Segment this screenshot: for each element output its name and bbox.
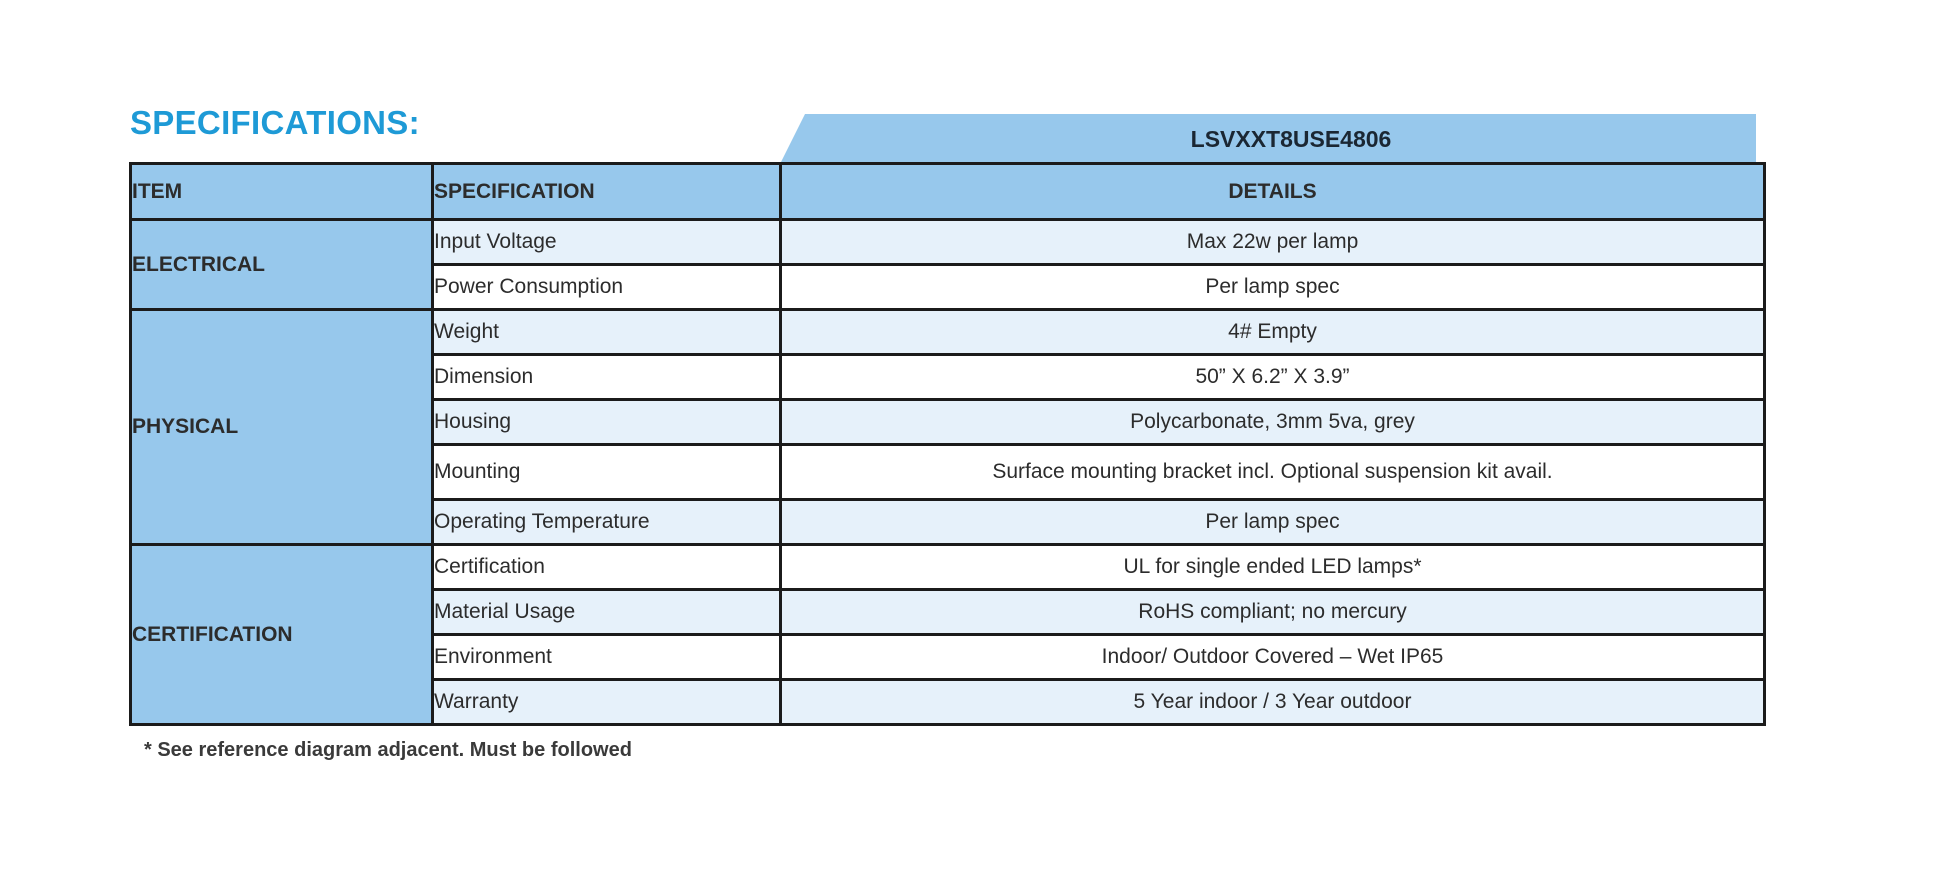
spec-details: Per lamp spec xyxy=(781,500,1765,545)
spec-name: Material Usage xyxy=(433,590,781,635)
spec-name: Mounting xyxy=(433,445,781,500)
spec-details: Indoor/ Outdoor Covered – Wet IP65 xyxy=(781,635,1765,680)
spec-name: Operating Temperature xyxy=(433,500,781,545)
category-physical: PHYSICAL xyxy=(131,310,433,545)
spec-name: Weight xyxy=(433,310,781,355)
category-certification: CERTIFICATION xyxy=(131,545,433,725)
spec-details: Per lamp spec xyxy=(781,265,1765,310)
spec-details: 5 Year indoor / 3 Year outdoor xyxy=(781,680,1765,725)
column-header-item: ITEM xyxy=(131,164,433,220)
table-row xyxy=(131,545,1765,590)
model-number: LSVXXT8USE4806 xyxy=(1190,126,1392,152)
spec-details: 4# Empty xyxy=(781,310,1765,355)
column-header-specification: SPECIFICATION xyxy=(433,164,781,220)
table-row xyxy=(131,220,1765,265)
category-electrical: ELECTRICAL xyxy=(131,220,433,310)
spec-details: Surface mounting bracket incl. Optional suspension kit avail. xyxy=(781,445,1765,500)
page-title: SPECIFICATIONS: xyxy=(130,104,420,141)
column-header-details: DETAILS xyxy=(781,164,1765,220)
table-header-row xyxy=(131,164,1765,220)
spec-name: Environment xyxy=(433,635,781,680)
spec-details: RoHS compliant; no mercury xyxy=(781,590,1765,635)
spec-details: 50” X 6.2” X 3.9” xyxy=(781,355,1765,400)
specifications-table xyxy=(129,162,1766,726)
footnote: * See reference diagram adjacent. Must be followed xyxy=(144,739,632,761)
spec-name: Housing xyxy=(433,400,781,445)
spec-details: Polycarbonate, 3mm 5va, grey xyxy=(781,400,1765,445)
spec-name: Dimension xyxy=(433,355,781,400)
spec-name: Input Voltage xyxy=(433,220,781,265)
spec-details: UL for single ended LED lamps* xyxy=(781,545,1765,590)
spec-name: Power Consumption xyxy=(433,265,781,310)
spec-name: Warranty xyxy=(433,680,781,725)
table-row xyxy=(131,310,1765,355)
spec-details: Max 22w per lamp xyxy=(781,220,1765,265)
spec-name: Certification xyxy=(433,545,781,590)
